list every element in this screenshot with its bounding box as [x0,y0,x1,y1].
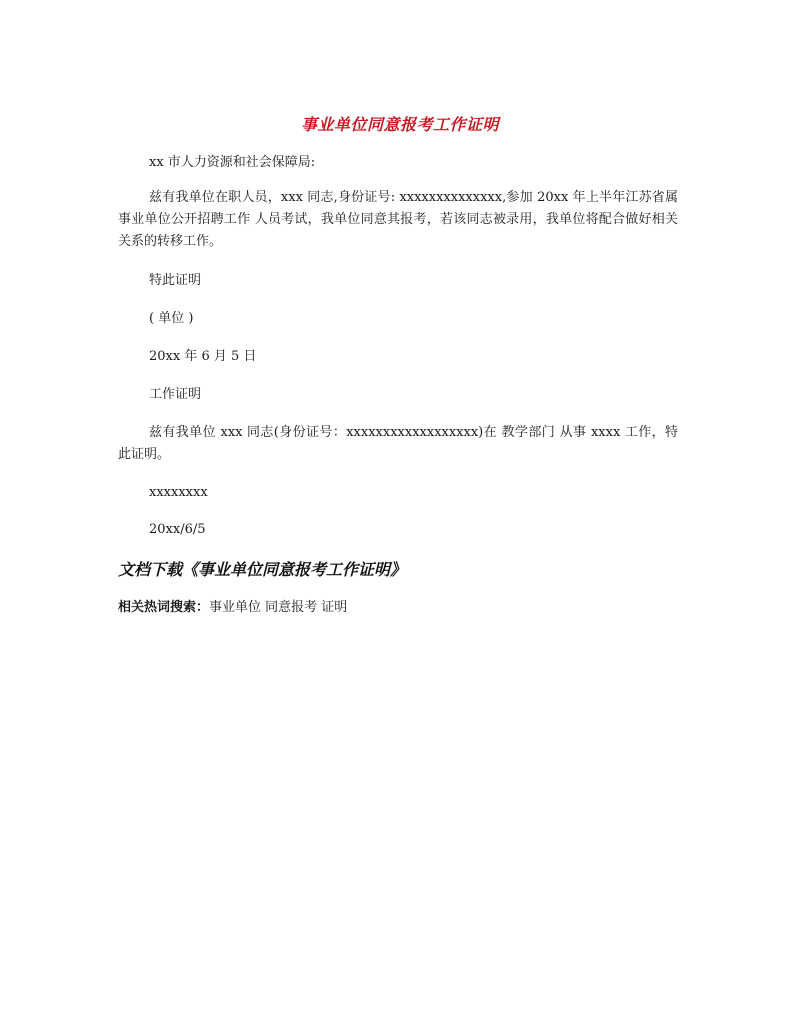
keywords-value[interactable]: 事业单位 同意报考 证明 [209,600,348,615]
section-subtitle: 工作证明 [149,387,202,402]
body-paragraph-1: 兹有我单位在职人员，xxx 同志,身份证号: xxxxxxxxxxxxxx,参加 20xx 年上半年江苏省属事业单位公开招聘工作 人员考试，我单位同意其报考，若该同志被录用，我单位将配合做好相关关系的转移工作。 [118,190,678,249]
related-keywords [118,598,347,618]
closing-statement: 特此证明 [149,273,202,288]
unit-placeholder: ( 单位 ) [149,311,194,326]
download-link-title[interactable]: 文档下载《事业单位同意报考工作证明》 [118,560,407,579]
unit-name-placeholder: xxxxxxxx [149,485,208,500]
issue-date-short: 20xx/6/5 [149,522,206,537]
document-title: 事业单位同意报考工作证明 [300,115,499,134]
addressee: xx 市人力资源和社会保障局: [149,155,316,170]
body-paragraph-2: 兹有我单位 xxx 同志(身份证号：xxxxxxxxxxxxxxxxxx)在 教学部门 从事 xxxx 工作，特此证明。 [118,425,678,462]
issue-date: 20xx 年 6 月 5 日 [149,349,257,364]
keywords-label: 相关热词搜索： [118,600,210,615]
